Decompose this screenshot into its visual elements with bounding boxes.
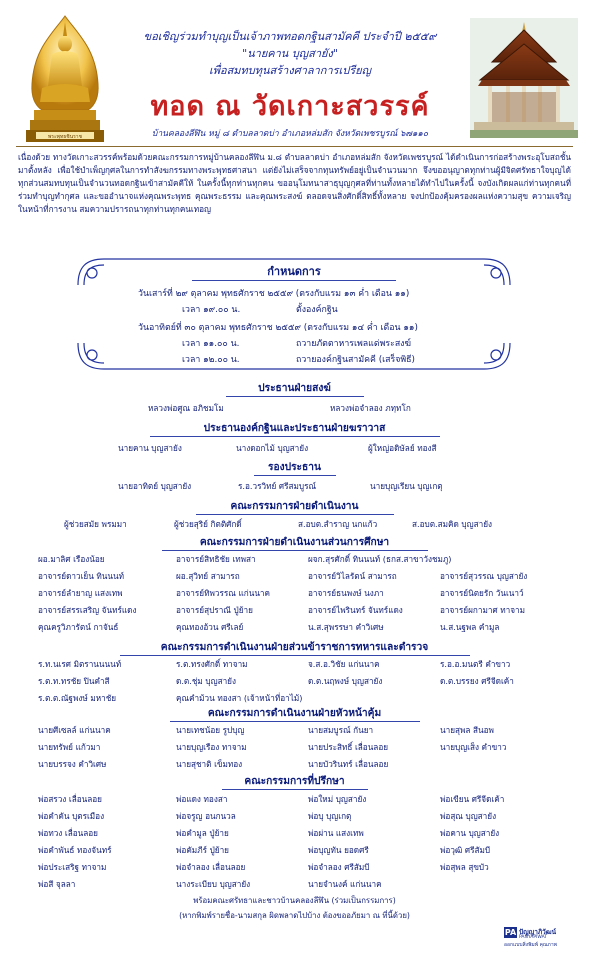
advisor-name: พ่อประเสริฐ ทาจาม xyxy=(38,862,107,872)
advisor-name: พ่อคำคัน บุตรเมือง xyxy=(38,811,105,821)
kathin-name: นางดอกไม้ บุญสายัง xyxy=(236,443,309,453)
schedule-event1: ตั้งองค์กฐิน xyxy=(296,305,338,315)
section-title-sangha: ประธานฝ่ายสงฆ์ xyxy=(258,383,331,394)
advisor-name: พ่อจรูญ อนกนวล xyxy=(176,811,236,821)
advisor-name: พ่อบุญทัน ยอดศรี xyxy=(308,845,369,855)
advisor-name: พ่อจำลอง ศรีสัมบี xyxy=(308,862,370,872)
section-title-block-heads: คณะกรรมการดำเนินงานฝ่ายหัวหน้าคุ้ม xyxy=(207,708,382,719)
advisor-name: พ่อสี จุลลา xyxy=(38,879,76,889)
education-name: อาจารย์วิไลรัตน์ สามารถ xyxy=(308,571,397,581)
advisor-name: พ่อแดง ทองสา xyxy=(176,794,228,804)
schedule-title: กำหนดการ xyxy=(267,265,321,278)
section-rule-kathin xyxy=(150,436,440,437)
advisor-name: นายจำนงค์ แก่นนาค xyxy=(308,879,382,889)
kathin-name: ผู้ใหญ่อดิษัลย์ ทองสี xyxy=(368,443,437,453)
publisher-logo-mark: PA xyxy=(504,928,517,937)
block-head-name: นายสุชาติ เข็มทอง xyxy=(176,759,243,769)
schedule-day1: วันเสาร์ที่ ๒๙ ตุลาคม พุทธศักราช ๒๕๕๙ (ตรงกับแรม ๑๓ ค่ำ เดือน ๑๑) xyxy=(138,289,410,299)
operations-name: ผู้ช่วยสมัย พรมมา xyxy=(64,519,127,529)
block-head-name: นายบุญเรือง ทาจาม xyxy=(176,742,247,752)
education-name: อาจารย์สรรเสริญ จันทร์แดง xyxy=(38,605,137,615)
operations-name: ส.อบต.สำราญ นกแก้ว xyxy=(298,519,378,529)
advisor-name: พ่อคัมภีร์ ปู่ย้าย xyxy=(176,845,229,855)
education-name: อาจารย์ผกามาศ ทาจาม xyxy=(440,605,526,615)
section-rule-military xyxy=(120,655,470,656)
education-name: อาจารย์ดาวเย็น ทินนนท์ xyxy=(38,571,124,581)
block-head-name: นายบรรจง คำวิเศษ xyxy=(38,759,107,769)
education-name: คุณครูวิภารัตน์ กาจันธ์ xyxy=(38,622,119,632)
military-name: ร.ต.ท.ทรชัย ปินคำสี xyxy=(38,676,110,686)
section-rule-sangha xyxy=(226,396,364,397)
advisor-name: พ่อทวง เลื่อนลอย xyxy=(38,828,98,838)
schedule-event2: ถวายภัตตาหารเพลแด่พระสงฆ์ xyxy=(296,339,412,349)
education-name: อาจารย์สุวรรณ บุญสายัง xyxy=(440,571,528,581)
header-purpose-line: เพื่อสมทบทุนสร้างศาลาการเปรียญ xyxy=(208,64,372,77)
education-name: น.ส.นฐพล คำมูล xyxy=(440,622,500,632)
section-title-kathin: ประธานองค์กฐินและประธานฝ่ายฆราวาส xyxy=(203,423,386,434)
education-name: อาจารย์ธนพงษ์ นงภา xyxy=(308,588,384,598)
publisher-logo-name: ปัญญาภิวัฒน์ xyxy=(519,928,557,936)
education-name: อาจารย์สิทธิชัย เทพสา xyxy=(176,554,256,564)
header-text xyxy=(110,28,470,79)
military-name: ร.อ.อ.มนตรี คำขาว xyxy=(440,659,511,669)
footer-apology-note: (หากพิมพ์รายชื่อ-นามสกุล ผิดพลาดไปบ้าง ต้องขออภัยมา ณ ที่นี้ด้วย) xyxy=(179,911,410,920)
page-title: ทอด ณ วัดเกาะสวรรค์ xyxy=(150,91,430,122)
block-head-name: นายสมบูรณ์ กันยา xyxy=(308,725,374,735)
advisor-name: พ่อจำลอง เลื่อนลอย xyxy=(176,862,246,872)
education-name: น.ส.สุพรรษา คำวิเศษ xyxy=(308,622,384,632)
publisher-logo xyxy=(504,927,572,951)
advisor-name: พ่อคำพันธ์ ทองจันทร์ xyxy=(38,845,112,855)
block-head-name: นายทรัพย์ แก้วมา xyxy=(38,742,101,752)
schedule-time2: เวลา ๑๑.๐๐ น. xyxy=(182,339,240,349)
advisor-name: พ่อใหม่ บุญสายัง xyxy=(308,794,367,804)
education-name: ผจก.สุรศักดิ์ ทินนนท์ (ธกส.สาขาวังชมภู) xyxy=(308,554,452,564)
intro-paragraph: เนื่องด้วย ทางวัดเกาะสวรรค์พร้อมด้วยคณะกรรมการหมู่บ้านคลองลีฬิน ม.๘ ตำบลลาดบ่า อำเภอหล่มสัก จังหวัดเพชรบูรณ์ ได้ดำเนินการก่อสร้างพระอุโบสถชั้นมาตั้งหลัง เพื่อใช้บำเพ็ญกุศลในการทำสังฆกรรมทางพระพุทธศาสนา แต่ยังไม่เสร็จจากทุนทรัพย์อยู่เป็นจำนวนมาก จึงขออนุญาตทุกท่านผู้มีจิตศรัทธาใจบุญได้ทุกส่วนสมทบทุนเป็นจำนวนทอดกฐินเข้าสามัคคีให้ ในครั้งนี้ทุกท่านทุกคน ขออนุโมทนาสาธุบุญกุศลที่ท่านทั้งหลายได้ทำไปในครั้งนี้ จงบังเกิดผลแก่ท่านทุกคนที่ร่วมทำบุญทำกุศล และขออำนาจแห่งคุณพระพุทธ คุณพระธรรม และคุณพระสงฆ์ ตลอดจนสิ่งศักดิ์สิทธิ์ทั้งหลาย จงปกป้องคุ้มครองผลแห่งความสุข ความเจริญ ในหน้าที่การงาน สมความปรารถนาทุกท่านทุกคนเทอญ xyxy=(18,152,571,215)
sangha-name: หลวงพ่อศูณ อภิชมโม xyxy=(148,403,224,413)
education-name: อาจารย์ลำยาญ แสงเทพ xyxy=(38,588,123,598)
operations-name: ผู้ช่วยสุริย์ กิตติศักดิ์ xyxy=(174,519,242,529)
advisor-name: นางระเบียบ บุญสายัง xyxy=(176,879,251,889)
block-head-name: นายเทชน้อย รูปบุญ xyxy=(176,725,245,735)
operations-name: ส.อบต.สมคิด บุญสายัง xyxy=(412,519,492,529)
schedule-box xyxy=(74,255,514,373)
section-title-operations: คณะกรรมการฝ่ายดำเนินงาน xyxy=(230,501,359,512)
header-invite-line: ขอเชิญร่วมทำบุญเป็นเจ้าภาพทอดกฐินสามัคคี ประจำปี ๒๕๕๙ xyxy=(143,30,437,43)
sangha-name: หลวงพ่อจำลอง ภทฺทโก xyxy=(330,403,411,413)
section-rule-vice xyxy=(254,475,336,476)
footer-community-note: พร้อมคณะศรัทธาและชาวบ้านคลองลีฬิน (ร่วมเป็นกรรมการ) xyxy=(193,896,396,905)
advisor-name: พ่อสรวง เลื่อนลอย xyxy=(38,794,102,804)
block-head-name: นายบุญเส็ง คำขาว xyxy=(440,742,507,752)
section-title-military: คณะกรรมการดำเนินงานฝ่ายส่วนข้าราชการทหารและตำรวจ xyxy=(160,642,429,653)
publisher-logo-caption: ออกแบบสิ่งพิมพ์ คุณภาพ xyxy=(504,942,557,948)
header-divider xyxy=(16,146,573,147)
education-name: อาจารย์สุปราณี ปู่ย้าย xyxy=(176,605,253,615)
vice-name: นายบุญเรียน บุญเกตุ xyxy=(370,481,443,491)
temple-address: บ้านคลองลีฬิน หมู่ ๘ ตำบลลาดบ่า อำเภอหล่มสัก จังหวัดเพชรบูรณ์ ๖๗๑๑๐ xyxy=(151,129,429,139)
military-name: จ.ส.อ.วิชัย แก่นนาค xyxy=(308,659,380,669)
education-name: คุณทองอ้วน ศรีเลย์ xyxy=(176,622,244,632)
military-name: ร.ต.ต.ณัฐพงษ์ มหาชัย xyxy=(38,693,117,703)
block-head-name: นายศีเซลล์ แก่นนาค xyxy=(38,725,111,735)
education-name: ผอ.สุวิทย์ สามารถ xyxy=(176,571,240,581)
section-rule-block-heads xyxy=(170,721,420,722)
vice-name: นายอาทิตย์ บุญสายัง xyxy=(118,481,192,491)
military-name: ร.ท.นเรศ มิตรานนนนท์ xyxy=(38,659,122,669)
section-rule-education xyxy=(162,550,428,551)
advisor-name: พ่อบุ บุญเกตุ xyxy=(308,811,352,821)
schedule-event3: ถวายองค์กฐินสามัคคี (เสร็จพิธี) xyxy=(296,355,415,365)
schedule-time1: เวลา ๑๙.๐๐ น. xyxy=(182,305,241,315)
buddha-statue-image xyxy=(22,14,108,144)
temple-pavilion-image xyxy=(470,18,578,138)
advisor-name: พ่อคาน บุญสายัง xyxy=(440,828,500,838)
military-name: ด.ต.บรรยง ศรีจีดเค้า xyxy=(440,676,514,686)
advisor-name: พ่อคำมูล ปู่ย้าย xyxy=(176,828,229,838)
education-name: อาจารย์นิตยรัก วันเนาว์ xyxy=(440,588,524,598)
schedule-time3: เวลา ๑๒.๐๐ น. xyxy=(182,355,240,365)
advisor-name: พ่อเขียน ศรีจีดเค้า xyxy=(440,794,505,804)
section-rule-operations xyxy=(196,514,394,515)
kathin-name: นายคาน บุญสายัง xyxy=(118,443,182,453)
advisor-name: พ่อสุณ บุญสายัง xyxy=(440,811,497,821)
block-head-name: นายสุพล สีนอพ xyxy=(440,725,494,735)
section-rule-advisors xyxy=(222,789,368,790)
military-name: ด.ต.นฤพงษ์ บุญสายัง xyxy=(308,676,383,686)
block-head-name: นายประสิทธิ์ เลื่อนลอย xyxy=(308,742,389,752)
advisor-name: พ่อผ่าน แสงเทพ xyxy=(308,828,364,838)
buddha-caption: พระพุทธชินราช xyxy=(47,134,83,140)
advisor-name: พ่อวุฒิ ศรีสัมบี xyxy=(440,845,491,855)
military-name: ด.ต.ชุ่ม บุญสายัง xyxy=(176,676,236,686)
section-title-vice: รองประธาน xyxy=(268,462,321,473)
block-head-name: นายบัวรินทร์ เลื่อนลอย xyxy=(308,759,389,769)
section-title-education: คณะกรรมการฝ่ายดำเนินงานส่วนการศึกษา xyxy=(199,537,390,548)
header-host-name: "นายคาน บุญสายัง" xyxy=(242,47,338,60)
schedule-title-underline xyxy=(192,280,396,281)
publisher-logo-sub: PANYAPIWAT xyxy=(519,935,548,940)
section-title-advisors: คณะกรรมการที่ปรึกษา xyxy=(244,776,345,787)
military-name: ร.ต.ทรงศักดิ์ ทาจาม xyxy=(176,659,248,669)
military-name: คุณคำม้วน ทองสา (เจ้าหน้าที่อาไม้) xyxy=(176,693,303,703)
education-name: ผอ.มาลิศ เรืองน้อย xyxy=(38,554,105,564)
vice-name: ร.อ.วรวิทย์ ศรีสมบูรณ์ xyxy=(238,481,317,491)
advisor-name: พ่อสุพล สุขบัว xyxy=(440,862,489,872)
education-name: อาจารย์ทิพวรรณ แก่นนาค xyxy=(176,588,270,598)
schedule-day2: วันอาทิตย์ที่ ๓๐ ตุลาคม พุทธศักราช ๒๕๕๙ (ตรงกับแรม ๑๔ ค่ำ เดือน ๑๑) xyxy=(138,323,418,333)
education-name: อาจารย์ไพรินทร์ จันทร์แดง xyxy=(308,605,403,615)
